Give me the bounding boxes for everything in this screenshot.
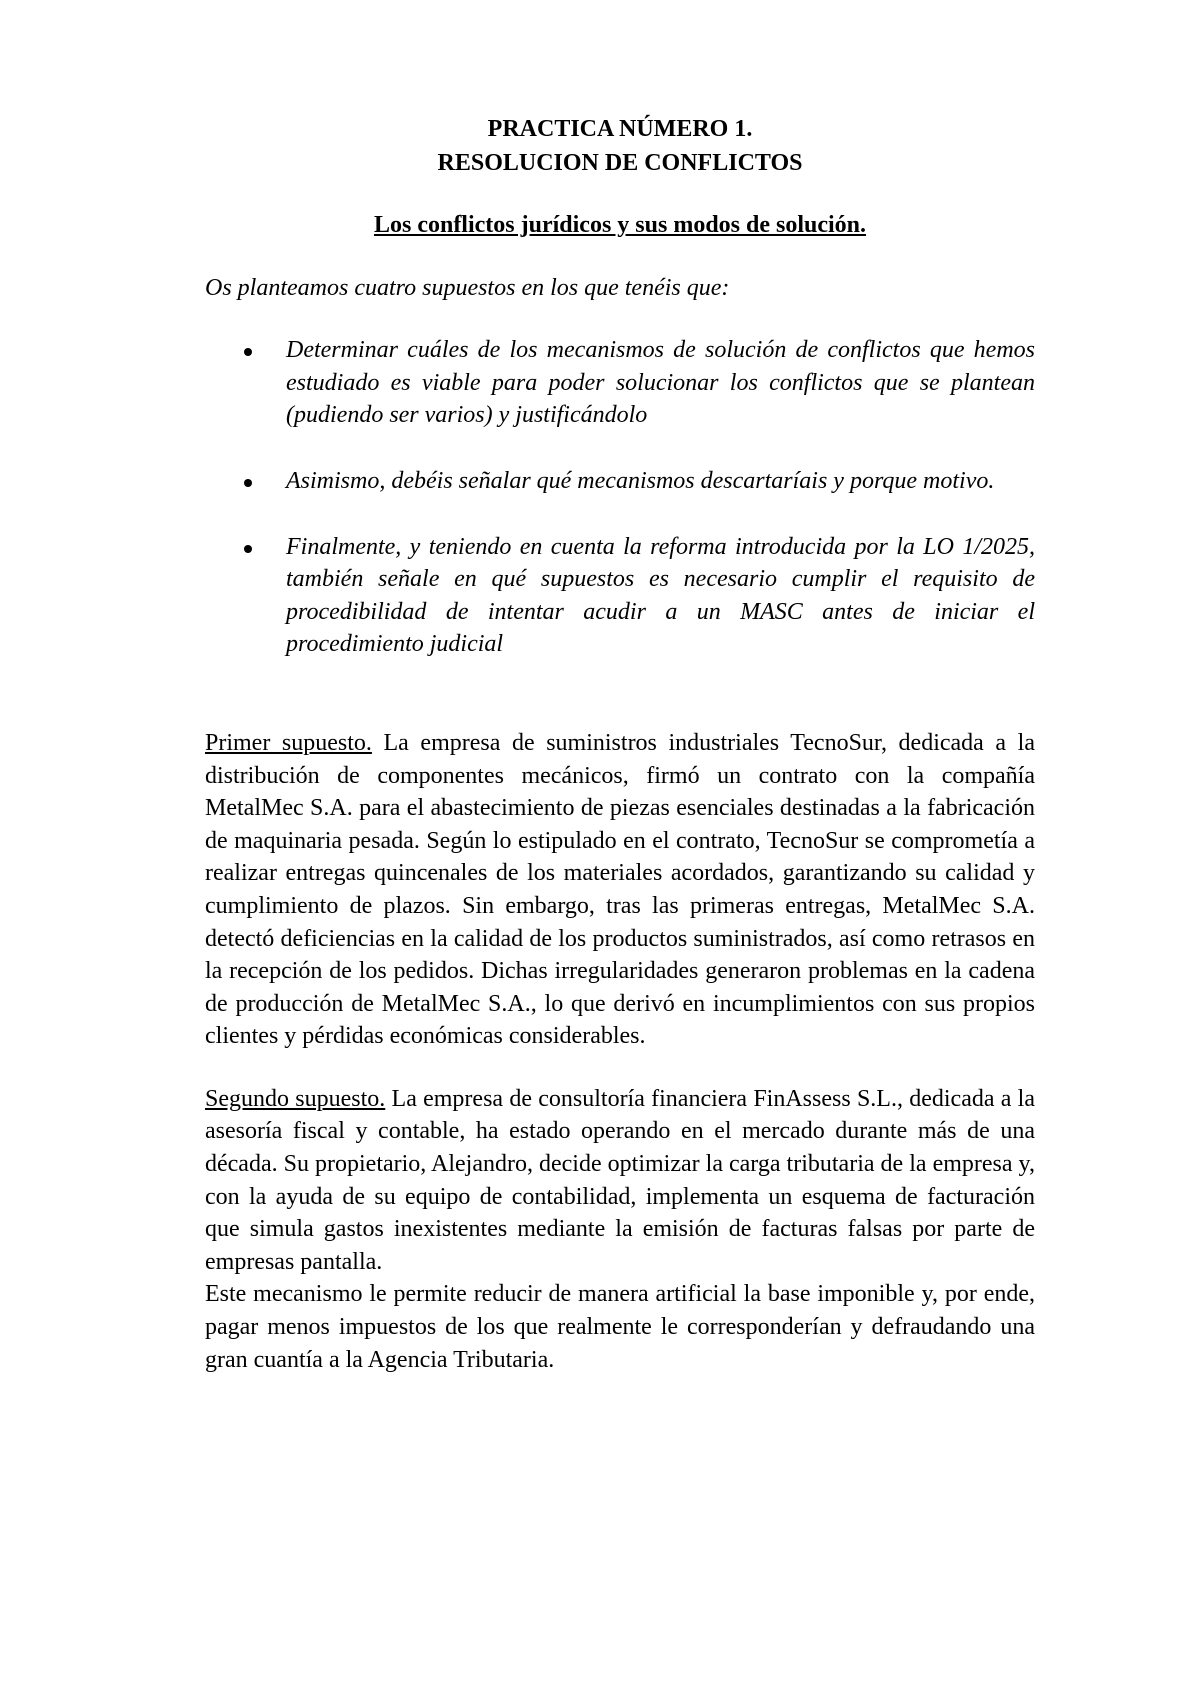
title-line-1: PRACTICA NÚMERO 1. [487,116,753,142]
task-text: Determinar cuáles de los mecanismos de solución de conflictos que hemos estudiado es viable para poder solucionar los conflictos que se plantean (pudiendo ser varios) y justificándolo [286,337,1035,429]
second-case-text: La empresa de consultoría financiera FinAssess S.L., dedicada a la asesoría fiscal y contable, ha estado operando en el mercado durante más de una década. Su propietario, Alejandro, decide optimizar la carga tributaria de la empresa y, con la ayuda de su equipo de contabilidad, implementa un esquema de facturación que simula gastos inexistentes mediante la emisión de facturas falsas por parte de empresas pantalla. [205,1085,1036,1275]
bullet-icon [244,348,252,356]
document-subtitle: Los conflictos jurídicos y sus modos de solución. [373,212,867,238]
intro-text: Os planteamos cuatro supuestos en los que tenéis que: [205,274,730,301]
bullet-icon [244,479,252,487]
first-case-paragraph [205,727,1035,1053]
first-case-label: Primer supuesto. [205,729,372,756]
title-line-2: RESOLUCION DE CONFLICTOS [437,150,803,176]
second-case-continuation: Este mecanismo le permite reducir de manera artificial la base imponible y, por ende, pagar menos impuestos de los que realmente le corresponderían y defraudando una gran cuantía a la Agencia Tributaria. [205,1281,1035,1373]
list-item [205,465,1035,498]
task-text: Finalmente, y teniendo en cuenta la reforma introducida por la LO 1/2025, también señale en qué supuestos es necesario cumplir el requisito de procedibilidad de intentar acudir a un MASC antes de iniciar el procedimiento judicial [286,533,1035,658]
first-case-text: La empresa de suministros industriales TecnoSur, dedicada a la distribución de componentes mecánicos, firmó un contrato con la compañía MetalMec S.A. para el abastecimiento de piezas esenciales destinadas a la fabricación de maquinaria pesada. Según lo estipulado en el contrato, TecnoSur se comprometía a realizar entregas quincenales de los materiales acordados, garantizando su calidad y cumplimiento de plazos. Sin embargo, tras las primeras entregas, MetalMec S.A. detectó deficiencias en la calidad de los productos suministrados, así como retrasos en la recepción de los pedidos. Dichas irregularidades generaron problemas en la cadena de producción de MetalMec S.A., lo que derivó en incumplimientos con sus propios clientes y pérdidas económicas considerables. [205,729,1035,1050]
bullet-icon [244,545,252,553]
task-text: Asimismo, debéis señalar qué mecanismos descartaríais y porque motivo. [286,467,995,494]
second-case-label: Segundo supuesto. [205,1085,386,1112]
list-item [205,334,1035,432]
document-title [205,112,1035,180]
list-item [205,531,1035,661]
document-body [205,112,1035,1376]
task-list [205,334,1035,661]
second-case-paragraph [205,1083,1035,1279]
